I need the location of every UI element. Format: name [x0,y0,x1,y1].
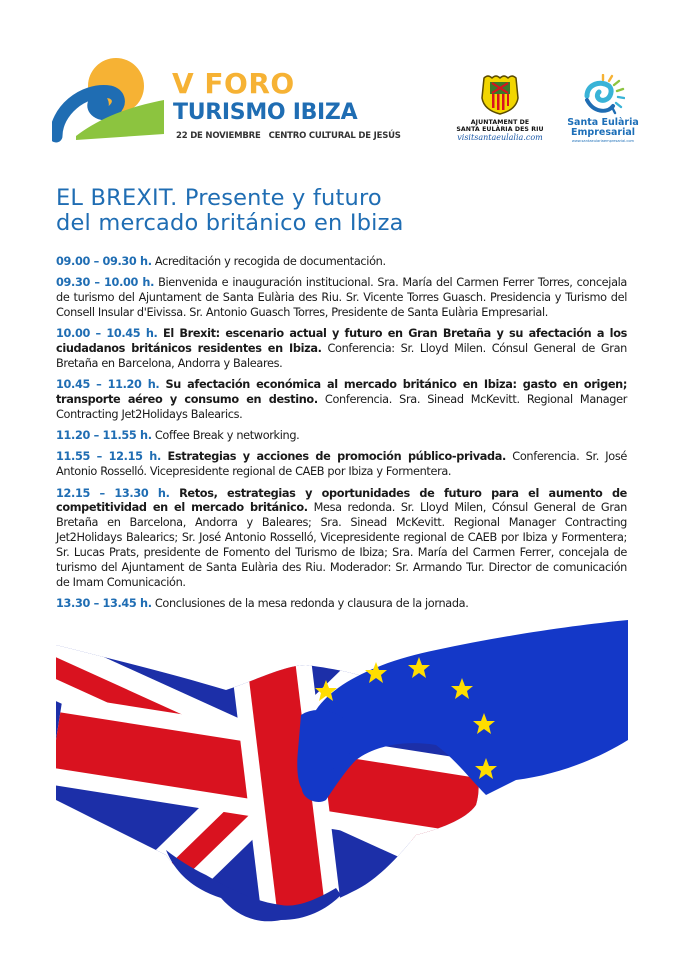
empresarial-logo-line2: Empresarial [571,127,635,139]
ajuntament-logo [440,74,560,150]
agenda-time: 09.30 – 10.00 h. [56,276,155,290]
agenda-topic: Estrategias y acciones de promoción público-privada. [160,450,506,464]
agenda-text: Coffee Break y networking. [151,429,300,443]
page-title-strong: EL BREXIT. [56,185,178,211]
agenda [56,255,627,618]
agenda-text: Acreditación y recogida de documentación. [151,255,386,268]
handshake-illustration [56,620,628,950]
event-title-line2: TURISMO IBIZA [173,100,358,125]
empresarial-logo [563,74,643,150]
page-title-line2: del mercado británico en Ibiza [56,210,404,236]
event-logo [52,52,401,152]
agenda-text: Conferencia. Sr. José Antonio Rosselló. Vicepresidente regional de CAEB por Ibiza y Formentera. [56,450,627,479]
agenda-topic: Su afectación económica al mercado británico en Ibiza: gasto en origen; transporte aéreo y consumo en destino. [56,378,627,407]
agenda-item [56,327,627,372]
event-title-line1: V FORO [172,67,295,100]
agenda-topic: Retos, estrategias y oportunidades de futuro para el aumento de competitividad en el mercado británico. [56,486,627,515]
ajuntament-logo-line1: AJUNTAMENT DE [470,119,530,126]
agenda-item [56,597,627,612]
agenda-text: Conferencia. Sra. Sinead McKevitt. Regional Manager Contracting Jet2Holidays Balearics. [56,393,627,422]
agenda-time: 09.00 – 09.30 h. [56,255,152,268]
agenda-time: 10.45 – 11.20 h. [56,378,160,392]
event-emblem-icon [52,52,172,152]
empresarial-logo-line1: Santa Eulària [567,117,639,128]
sun-wave-icon [581,74,625,116]
agenda-time: 10.00 – 10.45 h. [56,327,158,341]
agenda-item [56,255,627,270]
agenda-text: Bienvenida e inauguración institucional. Sra. María del Carmen Ferrer Torres, concejala de turismo del Ajuntament de Santa Eulària des Riu. Sr. Vicente Torres Guasch. Presidencia y Turismo del Consell Insular d'Eivissa. Sr. Antonio Guasch Torres, Presidente de Santa Eulària Empresarial. [56,276,627,320]
ajuntament-logo-url: visitsantaeulalia.com [457,133,543,143]
page-title [56,186,616,236]
agenda-text: Conferencia: Sr. Lloyd Milen. Cónsul General de Gran Bretaña en Barcelona, Andorra y Baleares. [56,342,627,371]
empresarial-logo-url: www.santaeulariaempresarial.com [571,138,635,143]
agenda-item [56,378,627,423]
agenda-time: 12.15 – 13.30 h. [56,486,170,500]
agenda-item [56,429,627,444]
event-venue: CENTRO CULTURAL DE JESÚS [268,131,401,141]
agenda-text: Mesa redonda. Sr. Lloyd Milen, Cónsul General de Gran Bretaña en Barcelona, Andorra y Baleares; Sra. Sinead McKevitt. Regional Manager Contracting Jet2Holidays Balearics; Sr. José Antonio Rosselló, Vicepresidente regional de CAEB por Ibiza y Formentera; Sr. Lucas Prats, presidente de Fomento del Turismo de Ibiza; Sra. María del Carmen Ferrer, concejala de turismo del Ajuntament de Santa Eulària des Riu. Moderador: Sr. Armando Tur. Director de comunicación de Imam Comunicación. [56,501,627,589]
agenda-time: 11.20 – 11.55 h. [56,429,152,443]
agenda-item [56,487,627,591]
event-subtitle [176,132,401,141]
agenda-time: 11.55 – 12.15 h. [56,450,161,464]
coat-of-arms-icon [480,74,520,116]
page-title-line1 [56,186,616,211]
agenda-time: 13.30 – 13.45 h. [56,597,152,611]
page-title-rest: Presente y futuro [177,185,382,211]
agenda-topic: El Brexit: escenario actual y futuro en Gran Bretaña y su afectación a los ciudadanos británicos residentes en Ibiza. [56,327,627,356]
agenda-item [56,276,627,321]
agenda-text: Conclusiones de la mesa redonda y clausura de la jornada. [151,597,469,611]
ajuntament-logo-line2: SANTA EULÀRIA DES RIU [456,126,544,134]
agenda-item [56,450,627,480]
event-date: 22 DE NOVIEMBRE [176,131,261,141]
